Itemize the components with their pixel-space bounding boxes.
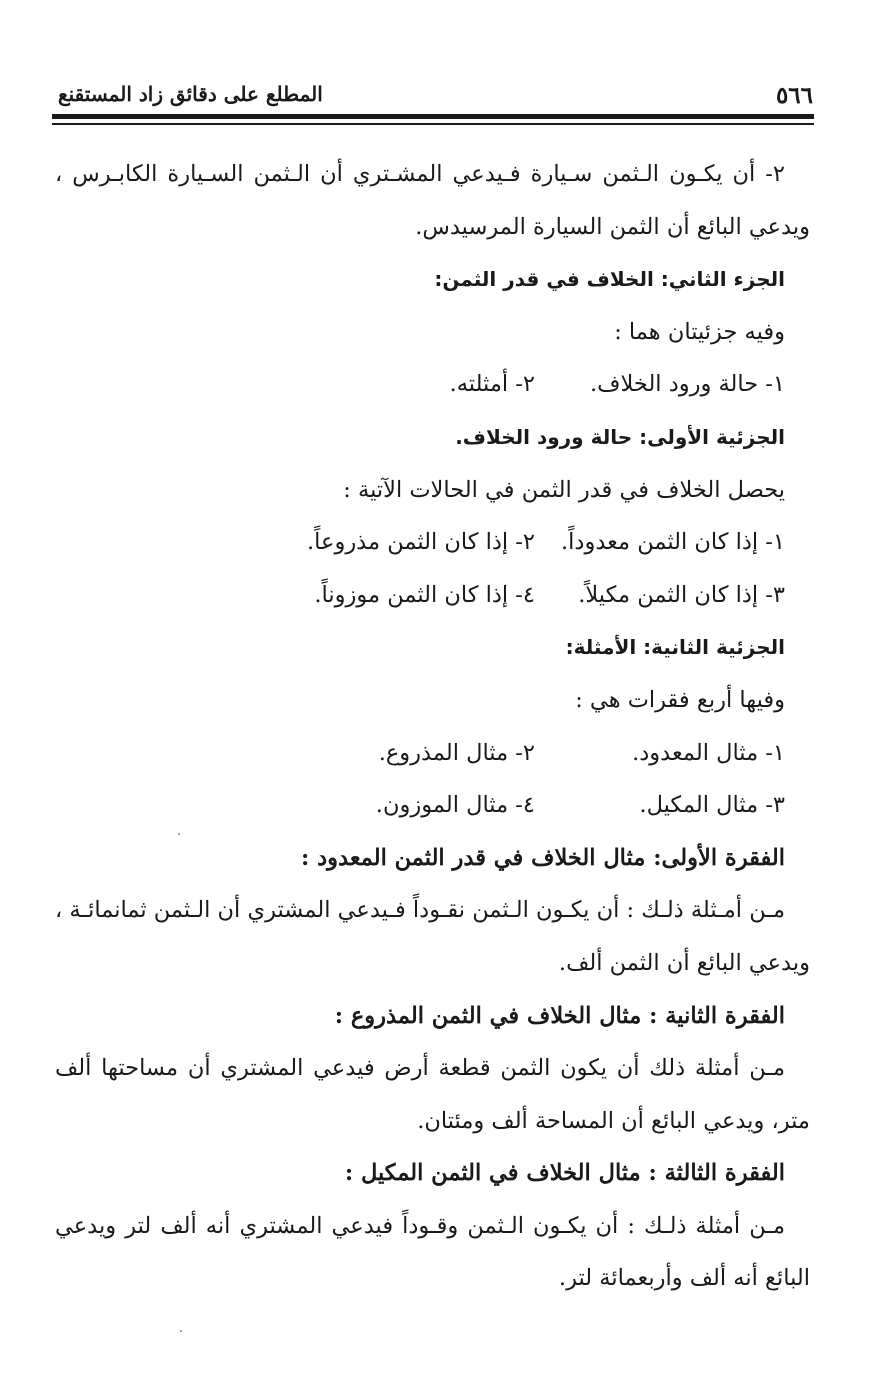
list-item: ٣- مثال المكيل. <box>639 792 785 819</box>
list-item: ١- إذا كان الثمن معدوداً. <box>561 529 785 556</box>
paragraph-line: مـن أمـثلة ذلـك : أن يكـون الـثمن نقـوداً فـيدعي المشتري أن الـثمن ثمانمائـة ، <box>55 897 785 924</box>
paragraph-line: ويدعي البائع أن الثمن ألف. <box>558 949 810 976</box>
page-body <box>55 148 810 1305</box>
list-row <box>55 727 810 780</box>
page-header <box>58 78 813 114</box>
list-item: ٢- إذا كان الثمن مذروعاً. <box>307 529 535 556</box>
list-row <box>55 358 810 411</box>
page-number: ٥٦٦ <box>775 82 813 109</box>
paragraph-heading: الفقرة الثانية : مثال الخلاف في الثمن المذروع : <box>334 1002 785 1029</box>
list-item: ٤- إذا كان الثمن موزوناً. <box>314 581 535 608</box>
paragraph-line: وفيها أربع فقرات هي : <box>575 686 785 713</box>
list-item: ٢- مثال المذروع. <box>378 739 535 766</box>
list-item: ١- مثال المعدود. <box>632 739 785 766</box>
paragraph-heading: الفقرة الأولى: مثال الخلاف في قدر الثمن المعدود : <box>301 844 785 871</box>
paragraph-heading: الفقرة الثالثة : مثال الخلاف في الثمن المكيل : <box>344 1160 785 1187</box>
paragraph-line: البائع أنه ألف وأربعمائة لتر. <box>558 1265 810 1292</box>
paragraph-line: وفيه جزئيتان هما : <box>614 318 785 345</box>
header-rule-thin <box>52 123 814 125</box>
header-rule-thick <box>52 114 814 119</box>
running-title: المطلع على دقائق زاد المستقنع <box>58 82 323 106</box>
paragraph-line: مـن أمثلة ذلـك : أن يكـون الـثمن وقـوداً فيدعي المشتري أنه ألف لتر ويدعي <box>55 1212 785 1239</box>
list-item: ٣- إذا كان الثمن مكيلاً. <box>578 581 785 608</box>
paragraph-line: يحصل الخلاف في قدر الثمن في الحالات الآتية : <box>343 476 785 503</box>
section-heading: الجزء الثاني: الخلاف في قدر الثمن: <box>434 267 785 292</box>
paragraph-line: ٢- أن يكـون الـثمن سـيارة فـيدعي المشـتري أن الـثمن السـيارة الكابـرس ، <box>55 161 785 187</box>
subsection-heading: الجزئية الثانية: الأمثلة: <box>565 635 785 660</box>
paragraph-line: مـن أمثلة ذلك أن يكون الثمن قطعة أرض فيدعي المشتري أن مساحتها ألف <box>55 1055 785 1082</box>
list-item: ٢- أمثلته. <box>449 371 535 398</box>
list-row <box>55 779 810 832</box>
paragraph-line: ويدعي البائع أن الثمن السيارة المرسيدس. <box>415 213 810 240</box>
subsection-heading: الجزئية الأولى: حالة ورود الخلاف. <box>455 424 785 449</box>
list-item: ١- حالة ورود الخلاف. <box>590 371 785 398</box>
list-item: ٤- مثال الموزون. <box>375 792 535 819</box>
list-row <box>55 516 810 569</box>
scan-speck <box>180 1330 182 1332</box>
scan-speck <box>178 833 180 835</box>
list-row <box>55 569 810 622</box>
paragraph-line: متر، ويدعي البائع أن المساحة ألف ومئتان. <box>417 1107 810 1134</box>
